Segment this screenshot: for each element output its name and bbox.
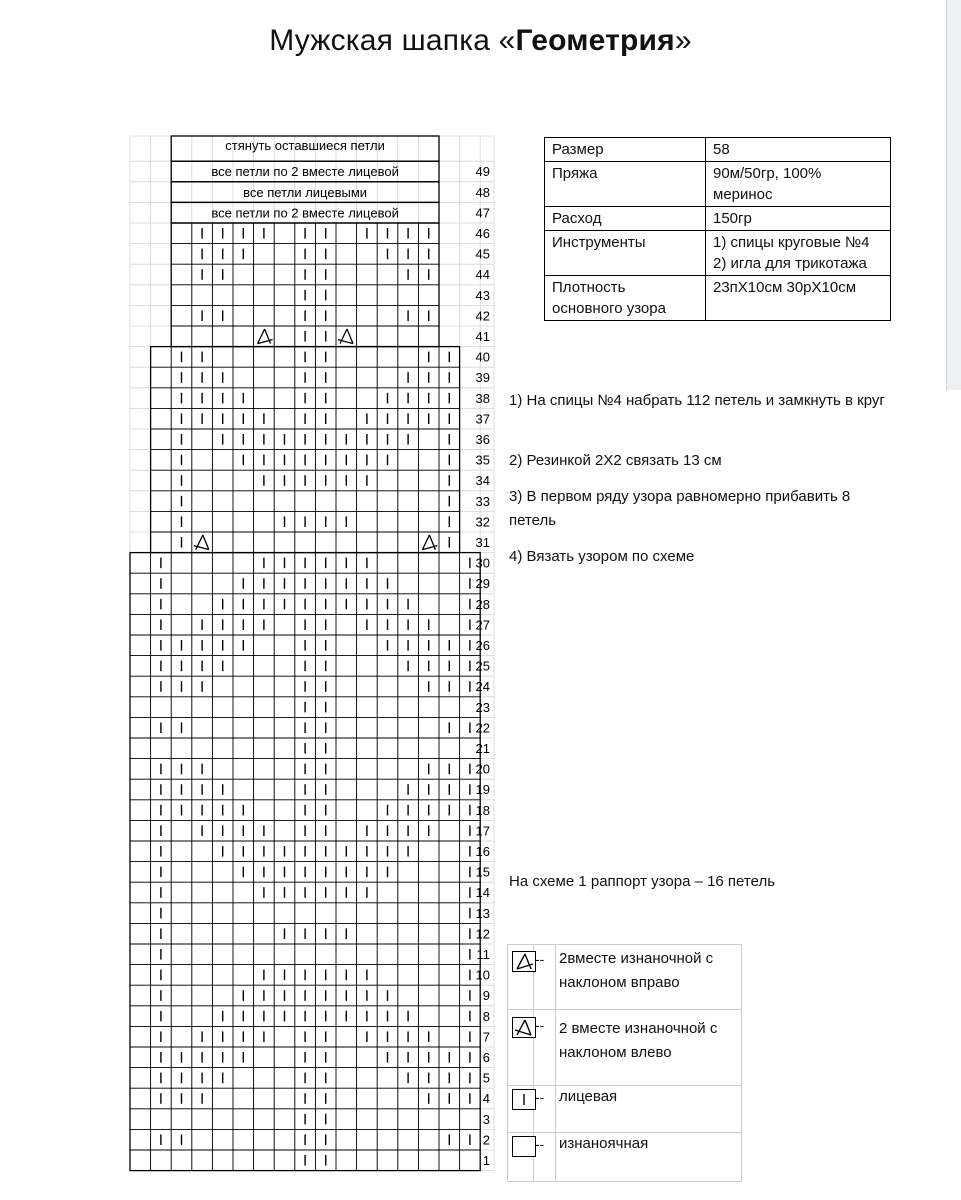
chart-row-number: 45 (475, 246, 490, 262)
chart-row-number: 43 (475, 287, 490, 303)
chart-row-number: 41 (475, 329, 490, 344)
chart-row-number: 40 (475, 349, 490, 365)
chart-row-number: 28 (475, 596, 490, 612)
chart-row-number: 30 (475, 555, 490, 571)
decrease-right-mark (422, 535, 437, 550)
chart-row-number: 49 (475, 164, 490, 180)
specs-row-tools: Инструменты 1) спицы круговые №4 2) игла для трикотажа (545, 231, 891, 276)
instruction-2: 2) Резинкой 2Х2 связать 13 см (509, 452, 722, 469)
instruction-4: 4) Вязать узором по схеме (509, 548, 695, 565)
chart-row-number: 34 (475, 473, 490, 489)
legend-label: лицевая (559, 1088, 618, 1105)
chart-row-number: 15 (475, 864, 490, 880)
chart-row-number: 37 (475, 411, 490, 427)
legend-label: 2вместе изнаночной с наклоном вправо (559, 950, 714, 991)
chart-row-number: 27 (475, 617, 490, 633)
chart-row-number: 8 (482, 1008, 490, 1024)
chart-row-number: 7 (482, 1029, 490, 1045)
specs-row-yarn: Пряжа 90м/50гр, 100% меринос (545, 162, 891, 207)
chart-row-number: 12 (475, 926, 490, 942)
chart-row-number: 11 (476, 947, 490, 962)
chart-row-number: 48 (475, 184, 490, 200)
decrease-left-mark (194, 535, 209, 550)
legend-item-purl: -- изнаноячная (508, 1132, 741, 1181)
chart-row-number: 36 (475, 432, 490, 447)
chart-row-number: 39 (475, 370, 490, 386)
chart-row-number: 24 (475, 679, 490, 695)
chart-row-number: 42 (475, 308, 490, 324)
chart-row-number: 17 (475, 823, 490, 839)
chart-text-row-label: все петли по 2 вместе лицевой (211, 164, 399, 180)
legend (507, 944, 742, 1182)
chart-top-label: стянуть оставшиеся петли (225, 138, 385, 153)
chart-row-number: 31 (475, 535, 490, 550)
specs-table (544, 137, 891, 321)
decrease-left-icon (512, 1017, 536, 1038)
chart-row-number: 20 (475, 761, 490, 777)
instruction-1: 1) На спицы №4 набрать 112 петель и замкнуть в круг (509, 392, 885, 409)
instruction-3: 3) В первом ряду узора равномерно прибавить 8 петель (509, 488, 851, 529)
specs-row-gauge: Плотность основного узора 23пХ10см 30рХ10см (545, 276, 891, 321)
chart-row-number: 5 (482, 1070, 490, 1086)
chart-row-number: 23 (475, 699, 490, 715)
chart-row-number: 13 (475, 905, 490, 921)
chart-text-row-label: все петли по 2 вместе лицевой (211, 205, 399, 221)
chart-row-number: 25 (475, 658, 490, 674)
chart-row-number: 32 (475, 514, 490, 530)
chart-row-number: 46 (475, 226, 490, 241)
chart-row-number: 22 (475, 720, 490, 736)
chart-row-number: 35 (475, 452, 490, 468)
page-title: Мужская шапка «Геометрия» (269, 24, 692, 57)
legend-item-knit: -- лицевая (508, 1085, 741, 1133)
purl-stitch-icon (512, 1136, 536, 1157)
chart-row-number: 29 (475, 576, 490, 592)
chart-row-number: 3 (482, 1111, 490, 1127)
decrease-right-icon (512, 951, 536, 972)
chart-row-number: 4 (482, 1091, 490, 1107)
chart-row-number: 38 (475, 390, 490, 406)
chart-row-number: 33 (475, 493, 490, 509)
decrease-right-mark (258, 329, 273, 344)
chart-text-row-label: все петли лицевыми (243, 184, 368, 200)
chart-row-number: 14 (475, 885, 490, 901)
specs-row-size: Размер 58 (545, 138, 891, 162)
scrollbar[interactable] (946, 0, 961, 390)
chart-row-number: 19 (475, 782, 490, 798)
chart-row-number: 18 (475, 802, 490, 818)
chart-row-number: 9 (482, 988, 490, 1004)
chart-row-number: 1 (482, 1153, 490, 1168)
chart-row-number: 44 (475, 267, 490, 283)
chart-row-number: 16 (475, 844, 490, 859)
legend-label: 2 вместе изнаночной с наклоном влево (559, 1020, 718, 1061)
chart-row-number: 2 (482, 1132, 490, 1148)
knit-stitch-icon (512, 1089, 536, 1110)
chart-row-number: 26 (475, 638, 490, 653)
decrease-left-mark (338, 329, 353, 344)
chart-row-number: 10 (475, 967, 490, 983)
legend-label: изнаноячная (559, 1135, 649, 1152)
specs-row-usage: Расход 150гр (545, 207, 891, 231)
chart-row-number: 47 (475, 205, 490, 221)
chart-row-number: 6 (482, 1050, 490, 1065)
chart-row-number: 21 (475, 741, 490, 756)
rapport-note: На схеме 1 раппорт узора – 16 петель (509, 873, 776, 890)
legend-item-decrease-right: -- 2вместе изнаночной с наклоном вправо (508, 945, 741, 1010)
legend-item-decrease-left: -- 2 вместе изнаночной с наклоном влево (508, 1009, 741, 1086)
